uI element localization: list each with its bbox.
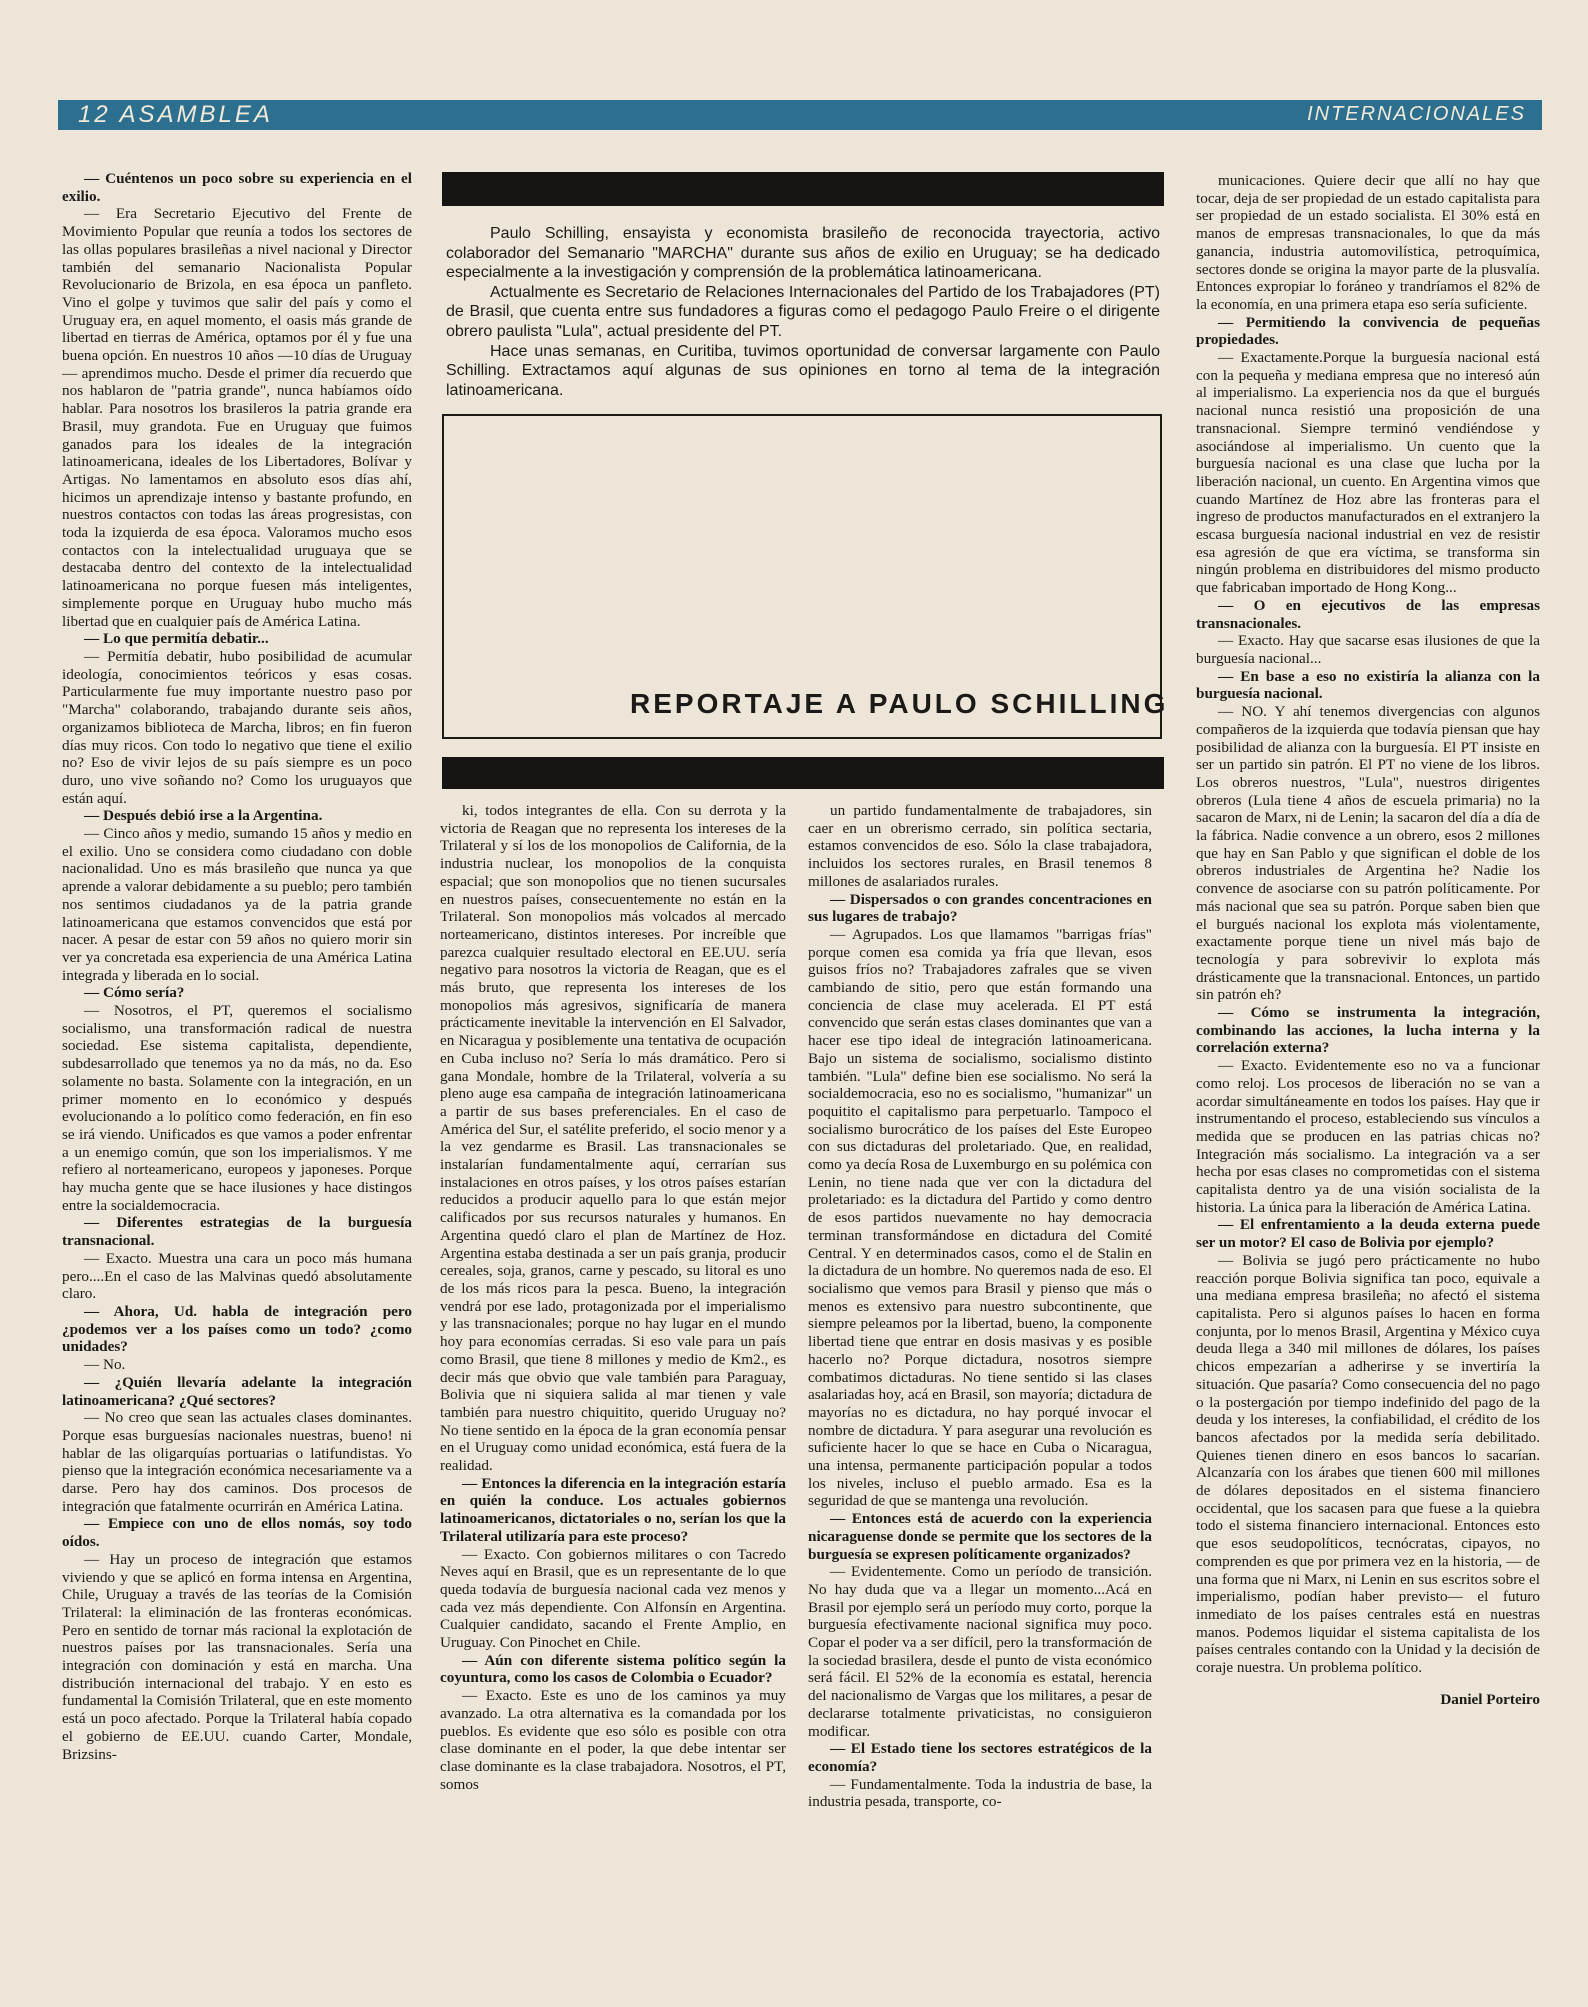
- article-column-1: [62, 170, 412, 1960]
- interview-question: — Dispersados o con grandes concentraciones en sus lugares de trabajo?: [808, 890, 1152, 926]
- interview-question: — Entonces está de acuerdo con la experiencia nicaraguense donde se permite que los sectores de la burguesía se expresen políticamente organizados?: [808, 1510, 1152, 1563]
- interview-answer: municaciones. Quiere decir que allí no hay que tocar, deja de ser propiedad de un estado capitalista para ser propiedad de un estado socialista. El 30% está en manos de empresas transnacionales, lo que da más ganancia, industria automovilística, petroquímica, sectores donde se origina la mayor parte de la plusvalía. Entonces expropiar lo foráneo y trandríamos el 82% de la economía, en una primera etapa eso sería suficiente.: [1196, 172, 1540, 313]
- interview-answer: — No.: [84, 1356, 126, 1374]
- interview-answer: — Era Secretario Ejecutivo del Frente de Movimiento Popular que reunía a todos los sectores de las ollas populares brasileñas a nivel nacional y Director también del semanario Nacionalista Popular Revolucionario de Brizola, en esa época un panfleto. Vino el golpe y tuvimos que salir del país y como el Uruguay era, en aquel momento, el oasis más grande de libertad en tierras de América, optamos por él y fue una buena opción. En nuestros 10 años —10 días de Uruguay— aprendimos mucho. Desde el primer día recuerdo que nos hablaron de "patria grande", nunca habíamos oído hablar. Para nosotros los brasileros la patria grande era Brasil, muy grandota. Fue en Uruguay que fuimos ganados para los ideales de la integración latinoamericana, ideales de los Libertadores, Bolívar y Artigas. No lamentamos en absoluto esos días ahí, hicimos un aprendizaje intenso y bastante profundo, en nuestros contactos con todas las áreas progresistas, con toda la izquierda de esa época. Valoramos mucho esos contactos con la intelectualidad uruguaya que se destacaba dentro del contexto de la intelectualidad latinoamericana no porque fuesen más inteligentes, simplemente porque en Uruguay hubo mucho más libertad que en cualquier país de América Latina.: [62, 205, 412, 630]
- interview-answer: — Agrupados. Los que llamamos "barrigas frías" porque comen esa comida ya fría que llevan, esos guisos fríos no? Trabajadores zafrales que se viven cambiando de sitio, pero que están formando una conciencia de clase muy acelerada. El PT está convencido que serán estas clases dominantes que van a hacer ese tipo ideal de integración latinoamericana. Bajo un sistema de socialismo, socialismo distinto también. "Lula" define bien ese socialismo. No será la socialdemocracia, eso no es socialismo, "humanizar" un poquitito el capitalismo para perpetuarlo. Tampoco el socialismo burocrático de los países del Este Europeo con sus dictaduras del proletariado. Que, en realidad, como ya decía Rosa de Luxemburgo en su polémica con Lenin, no tiene nada que ver con la dictadura del proletariado: es la dictadura del Partido y como dentro de esos partidos nuevamente no hay democracia terminan transformándose en dictadura del Comité Central. Y en determinados casos, como el de Stalin en la dictadura de un hombre. No queremos nada de eso. El socialismo que vemos para Brasil y pienso que más o menos es extensivo para nuestro subcontinente, que siempre peleamos por la libertad, bueno, la componente libertad tiene que entrar en dosis masivas y es posible hacerlo no? Porque dictadura, nosotros siempre combatimos dictaduras. No tiene sentido si las clases asalariadas hoy, acá en Brasil, son mayoría; dictadura de mayorías no es dictadura, no hay porqué invocar el nombre de dictadura. Y para asegurar una revolución es suficiente hacer lo que se hace en Cuba o Nicaragua, una intensa, permanente participación popular a todos los niveles, incluso el pueblo armado. Esa es la seguridad de que se mantenga una revolución.: [808, 925, 1152, 1510]
- bottom-black-rule: [442, 757, 1164, 789]
- interview-question: — ¿Quién llevaría adelante la integración latinoamericana? ¿Qué sectores?: [62, 1373, 412, 1409]
- top-black-rule: [442, 172, 1164, 206]
- interview-answer: — Exacto. Con gobiernos militares o con Tacredo Neves aquí en Brasil, que es un representante de lo que queda todavía de burguesía nacional cada vez menos y cada vez más dependiente. Con Alfonsín en Argentina. Cualquier candidato, sacando el Frente Amplio, en Uruguay. Con Pinochet en Chile.: [440, 1545, 786, 1652]
- interview-answer: — Cinco años y medio, sumando 15 años y medio en el exilio. Uno se considera como ciudadano con doble nacionalidad. Uno es más brasileño que nunca ya que aprende a valorar debidamente a su pueblo; pero también nos sentimos ciudadanos ya de la patria grande latinoamericana que estamos convencidos que está por nacer. A pesar de estar con 59 años no quiero morir sin ver ya concretada esa experiencia de una América Latina integrada y liberada en lo social.: [62, 825, 412, 984]
- interview-question: — En base a eso no existiría la alianza con la burguesía nacional.: [1196, 667, 1540, 703]
- article-column-2: [440, 802, 786, 1982]
- author-signature: Daniel Porteiro: [1440, 1690, 1540, 1708]
- interview-question: — Después debió irse a la Argentina.: [84, 807, 323, 825]
- interview-answer: — No creo que sean las actuales clases dominantes. Porque esas burguesías nacionales nuestras, bueno! ni hablar de las oligarquías portuarias o latifundistas. Yo pienso que la integración económica necesariamente va a darse. Pero hay dos caminos. Dos procesos de integración que fatalmente ocurrirán en América Latina.: [62, 1409, 412, 1515]
- interview-question: — Cómo sería?: [84, 984, 185, 1002]
- interview-answer: — Evidentemente. Como un período de transición. No hay duda que va a llegar un momento...Acá en Brasil por ejemplo será un período muy corto, porque la burguesía efectivamente nacional significa muy poco. Copar el poder va a ser difícil, pero la transformación de la sociedad brasilera, desde el punto de vista económico será fácil. El 52% de la economía es estatal, herencia del nacionalismo de Vargas que los militares, a pesar de declararse totalmente privaticistas, no consiguieron modificar.: [808, 1563, 1152, 1740]
- interview-question: — Cuéntenos un poco sobre su experiencia en el exilio.: [62, 170, 412, 205]
- page-number-section: 12 ASAMBLEA: [78, 101, 273, 128]
- interview-question: — El enfrentamiento a la deuda externa puede ser un motor? El caso de Bolivia por ejemplo?: [1196, 1216, 1540, 1252]
- interview-answer: — Exacto. Hay que sacarse esas ilusiones de que la burguesía nacional...: [1196, 632, 1540, 667]
- interview-question: — Diferentes estrategias de la burguesía transnacional.: [62, 1214, 412, 1250]
- section-name: INTERNACIONALES: [1307, 103, 1526, 125]
- interview-answer: — NO. Y ahí tenemos divergencias con algunos compañeros de la izquierda que todavía piensan que hay posibilidad de alianza con la burguesía. El PT insiste en ser un partido sin patrón. El PT no viene de los libros. Los obreros nuestros, "Lula", nuestros dirigentes obreros (Lula tiene 4 años de escuela primaria) no la sacaron de Marx, ni de Lenin; la sacaron del día a día de la fábrica. Nadie convence a un obrero, esos 2 millones que hay en San Pablo y que significan el doble de los obreros industriales de Argentina he? Nadie los convence de asociarse con su patrón políticamente. Por más nacional que sea su patrón. Porque saben bien que el burgués nacional los explota más violentamente, exactamente porque tiene un nivel más bajo de tecnología y para sobrevivir lo explota más drásticamente que la transnacional. Entonces, un partido sin patrón eh?: [1196, 703, 1540, 1004]
- interview-question: — Ahora, Ud. habla de integración pero ¿podemos ver a los países como un todo? ¿como unidades?: [62, 1303, 412, 1356]
- interview-answer: — Exacto. Este es uno de los caminos ya muy avanzado. La otra alternativa es la comandada por los pueblos. Es evidente que eso sólo es posible con otra clase dominante en el poder, la que debe intentar ser clase dominante es la clase trabajadora. Nosotros, el PT, somos: [440, 1687, 786, 1793]
- interview-question: — O en ejecutivos de las empresas transnacionales.: [1196, 596, 1540, 632]
- interview-question: — Lo que permitía debatir...: [84, 630, 269, 648]
- article-column-4: [1196, 172, 1540, 1952]
- intro-paragraph: Paulo Schilling, ensayista y economista brasileño de reconocida trayectoria, activo colaborador del Semanario "MARCHA" durante sus años de exilio en Uruguay; se ha dedicado especialmente a la investigación y comprensión de la problemática latinoamericana.: [446, 225, 1160, 282]
- interview-answer: un partido fundamentalmente de trabajadores, sin caer en un obrerismo cerrado, sin política sectaria, estamos convencidos de eso. Sólo la clase trabajadora, incluidos los sectores rurales, en Brasil tenemos 8 millones de asalariados rurales.: [808, 802, 1152, 890]
- interview-question: — Aún con diferente sistema político según la coyuntura, como los casos de Colombia o Ecuador?: [440, 1651, 786, 1687]
- interview-answer: — Nosotros, el PT, queremos el socialismo socialismo, una transformación radical de nuestra sociedad. Ese sistema capitalista, dependiente, subdesarrollado que tenemos ya no da más, no da. Eso solamente no basta. Solamente con la integración, en un primer momento en lo económico y después evolucionando a lo político como federación, en fin eso se irá viendo. Unificados es que vamos a poder enfrentar a un enemigo común, que son los imperialismos. Y me refiero al norteamericano, europeos y japoneses. Porque hay mucha gente que se hace ilusiones y hace distingos entre la socialdemocracia.: [62, 1002, 412, 1214]
- interview-answer: — Bolivia se jugó pero prácticamente no hubo reacción porque Bolivia significa tan poco, equivale a una mediana empresa brasileña; no afectó el sistema capitalista. Pero si algunos países lo hacen en forma conjunta, por lo menos Brasil, Argentina y México cuya deuda llega a 340 mil millones de dólares, los países chicos empezarían a adherirse y se invertiría la situación. Que pasaría? Como consecuencia del no pago o la postergación por tiempo indefinido del pago de la deuda y los intereses, la confiabilidad, el crédito de los bancos afectados por la medida sería debilitado. Quienes tienen dinero en esos bancos lo sacarían. Alcanzaría con los árabes que tienen 600 mil millones de dólares depositados en el sistema financiero occidental, que los sacasen para que fuese a la quiebra todo el sistema financiero internacional. Entonces esto que esos seudopolíticos, tecnócratas, cipayos, no comprenden es que por primera vez en la historia, — de una forma que ni Marx, ni Lenin en sus escritos sobre el imperialismo, podían haber previsto— el futuro inmediato de los países centrales está en nuestras manos. Podemos liquidar el sistema capitalista de los países centrales contando con la Unidad y la decisión de coraje nuestra. Un problema político.: [1196, 1251, 1540, 1677]
- intro-paragraph: Actualmente es Secretario de Relaciones Internacionales del Partido de los Trabajadores (PT) de Brasil, que cuenta entre sus fundadores a figuras como el pedagogo Paulo Freire o el dirigente obrero paulista "Lula", actual presidente del PT.: [446, 283, 1160, 340]
- interview-answer: — Exacto. Muestra una cara un poco más humana pero....En el caso de las Malvinas quedó absolutamente claro.: [62, 1249, 412, 1303]
- article-intro: [446, 224, 1160, 400]
- interview-question: — Empiece con uno de ellos nomás, soy todo oídos.: [62, 1515, 412, 1551]
- interview-question: — Permitiendo la convivencia de pequeñas propiedades.: [1196, 313, 1540, 349]
- interview-answer: ki, todos integrantes de ella. Con su derrota y la victoria de Reagan que no representa los intereses de la Trilateral y sí los de los monopolios de California, de la industria nuclear, los monopolios de la conquista espacial; que son monopolios que no tienen sucursales en nuestros países, consecuentemente no están en la Trilateral. Son monopolios más volcados al mercado norteamericano, distintos intereses. Por increíble que parezca cualquier resultado electoral en EE.UU. sería negativo para nosotros la victoria de Reagan, que es el más bruto, que representa los intereses de los monopolios más agresivos, significaría de manera prácticamente inevitable la intervención en El Salvador, en Nicaragua y posiblemente una tentativa de ocupación en Cuba incluso no? Sería lo más dramático. Pero si gana Mondale, hombre de la Trilateral, volvería a su pleno auge esa campaña de integración latinoamericana a partir de sus bases preferenciales. En el caso de América del Sur, el satélite preferido, el socio menor y a la vez gendarme es Brasil. Las transnacionales se instalarían fundamentalmente aquí, cerrarían sus instalaciones en otros países, y los otros países estarían reducidos a producir aquello para lo que están mejor calificados por sus recursos naturales y humanos. En Argentina quedó claro el plan de Martínez de Hoz. Argentina estaba destinada a ser un país granja, producir cereales, soja, granos, carne y pescado, su litoral es uno de los más ricos para la pesca. Bueno, la integración vendrá por ese lado, protagonizada por el imperialismo y las transnacionales; porque no hay lugar en el mundo hoy para economías cerradas. Si eso vale para un país como Brasil, que tiene 8 millones y medio de Km2., es decir más que obvio que vale también para Paraguay, Bolivia que ni siquiera salida al mar tienen y vale también para nuestro chiquitito, querido Uruguay no? No tiene sentido en la época de la gran economía pensar en el Uruguay como unidad económica, está fuera de la realidad.: [440, 802, 786, 1475]
- article-column-3: [808, 802, 1152, 1982]
- interview-question: — El Estado tiene los sectores estratégicos de la economía?: [808, 1740, 1152, 1775]
- interview-answer: — Hay un proceso de integración que estamos viviendo y que se aplicó en forma intensa en Argentina, Chile, Uruguay a través de las teorías de la Comisión Trilateral: la eliminación de las fronteras económicas. Pero en sentido de tornar más racional la explotación de nuestros países por las transnacionales. Sería una integración con dominación y está en marcha. Una distribución internacional del trabajo. Y en esto es fundamental la Comisión Trilateral, que en este momento está un poco afectado. Porque la Trilateral había copado el gobierno de EE.UU. cuando Carter, Mondale, Brizsins-: [62, 1550, 412, 1763]
- interview-answer: — Fundamentalmente. Toda la industria de base, la industria pesada, transporte, co-: [808, 1775, 1152, 1811]
- interview-answer: — Exactamente.Porque la burguesía nacional está con la pequeña y mediana empresa que no interesó aún al imperialismo. La experiencia nos da que el burgués nacional nunca resistió una proposición de una transnacional. Siempre terminó vendiéndose y asociándose al imperialismo. Un cuento que la burguesía nacional es una clase que lucha por la liberación nacional, un cuento. En Argentina vimos que cuando Martínez de Hoz abre las fronteras para el ingreso de productos manufacturados en el extranjero la escasa burguesía nacional industrial en vez de resistir esa agresión de que era víctima, se transforma sin ningún problema en distribuidores del mismo producto que fabricaban importado de Hong Kong...: [1196, 349, 1540, 597]
- page-header-band: [58, 100, 1542, 130]
- interview-answer: — Permitía debatir, hubo posibilidad de acumular ideología, conocimientos teóricos y esas cosas. Particularmente fue muy importante nuestro paso por "Marcha" colaborando, trabajando durante seis años, organizamos biblioteca de Marcha, libros; en fin fueron días muy ricos. Con todo lo negativo que tiene el exilio no? Eso de vivir lejos de su país siempre es un poco duro, uno vive soñando no? Como los uruguayos que están aquí.: [62, 647, 412, 807]
- intro-paragraph: Hace unas semanas, en Curitiba, tuvimos oportunidad de conversar largamente con Paulo Schilling. Extractamos aquí algunas de sus opiniones en torno al tema de la integración latinoamericana.: [446, 342, 1160, 399]
- interview-answer: — Exacto. Evidentemente eso no va a funcionar como reloj. Los procesos de liberación no se van a acordar simultáneamente en todos los países. Hay que ir instrumentando el proceso, estableciendo sus vínculos a medida que se producen en las patrias chicas no? Integración más socialismo. La integración va a ser hecha por esas clases no comprometidas con el sistema capitalista dentro ya de una visión socialista de la historia. La única para la liberación de América Latina.: [1196, 1057, 1540, 1216]
- interview-question: — Entonces la diferencia en la integración estaría en quién la conduce. Los actuales gobiernos latinoamericanos, dictatoriales o no, serían los que la Trilateral utilizaría para este proceso?: [440, 1474, 786, 1545]
- article-title: REPORTAJE A PAULO SCHILLING: [630, 688, 1169, 719]
- interview-question: — Cómo se instrumenta la integración, combinando las acciones, la lucha interna y la correlación externa?: [1196, 1004, 1540, 1057]
